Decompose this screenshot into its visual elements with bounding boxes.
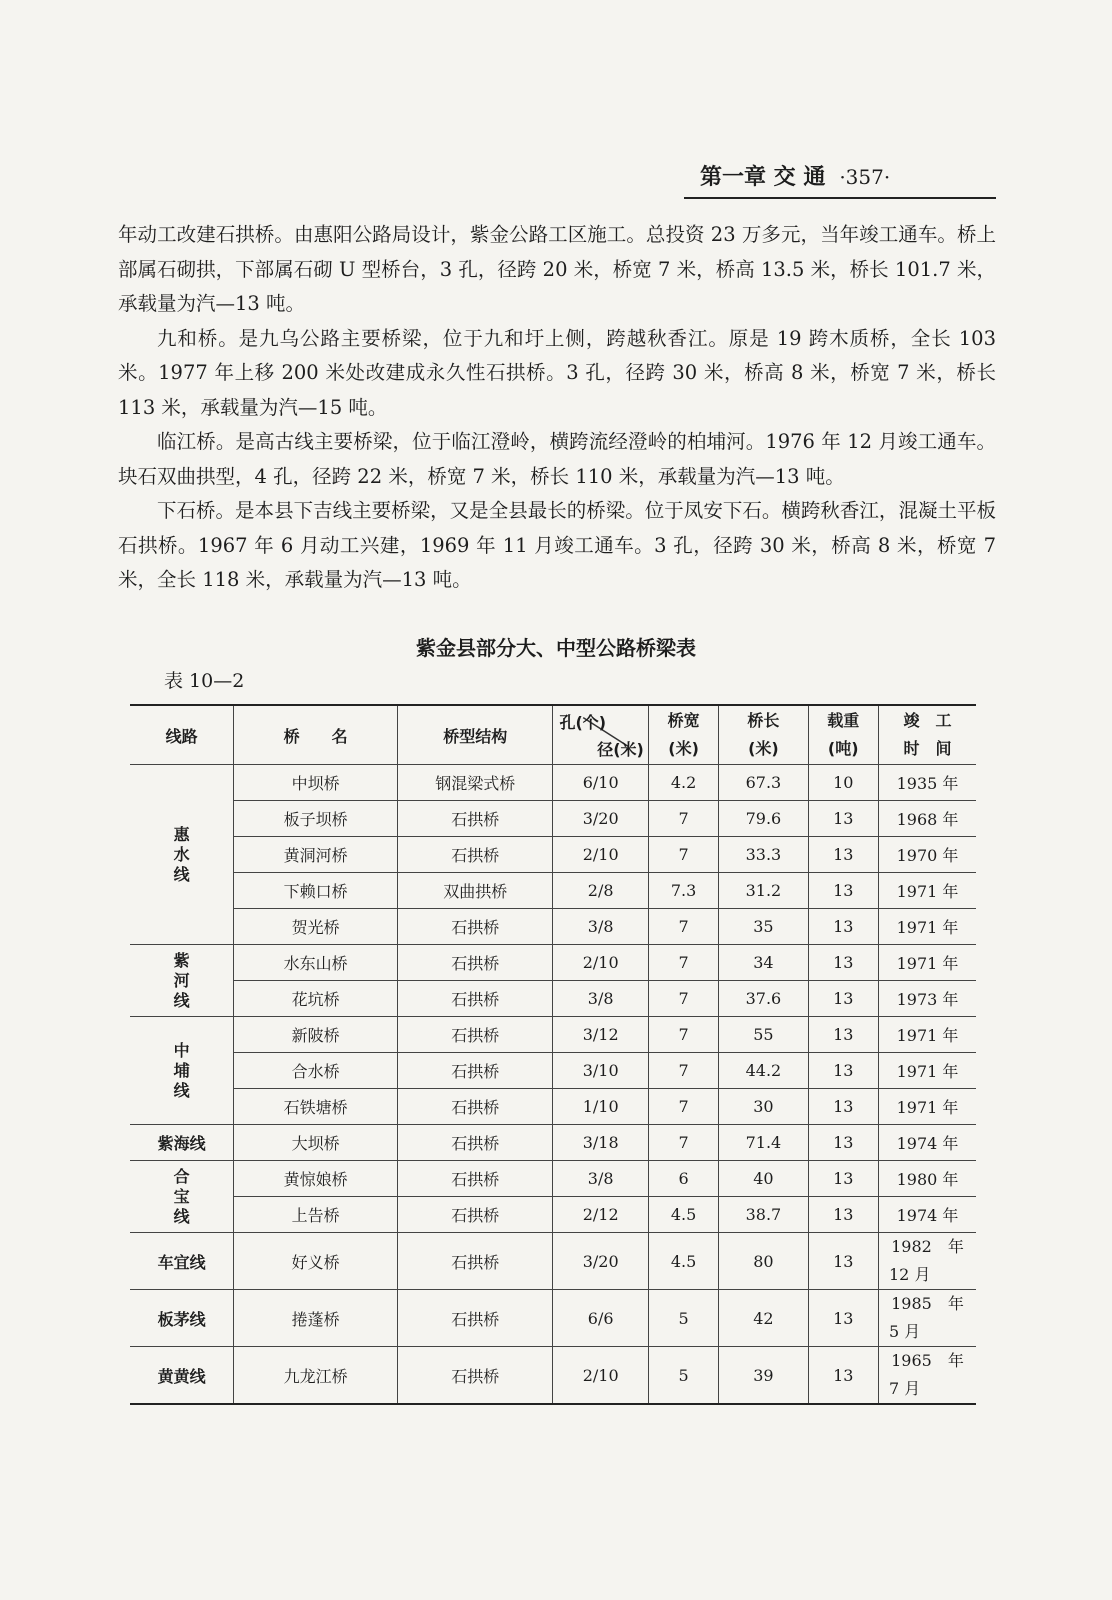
header-name: 桥 名 [234, 705, 398, 765]
table-row [130, 981, 976, 1017]
cell-load: 13 [808, 1161, 879, 1197]
cell-structure: 石拱桥 [397, 909, 553, 945]
header-span: 径(米) [597, 740, 644, 759]
cell-length: 38.7 [719, 1197, 808, 1233]
cell-line: 中埔线 [130, 1017, 234, 1125]
cell-holes-span: 2/10 [553, 1347, 648, 1405]
cell-width: 4.5 [648, 1197, 719, 1233]
cell-width: 6 [648, 1161, 719, 1197]
cell-structure: 石拱桥 [397, 945, 553, 981]
cell-name: 水东山桥 [234, 945, 398, 981]
cell-length: 37.6 [719, 981, 808, 1017]
cell-name: 捲蓬桥 [234, 1290, 398, 1347]
cell-completion: 1971 年 [879, 945, 977, 981]
table-row [130, 1197, 976, 1233]
table-row [130, 765, 976, 801]
cell-load: 13 [808, 909, 879, 945]
cell-load: 13 [808, 1197, 879, 1233]
paragraph: 临江桥。是高古线主要桥梁，位于临江澄岭，横跨流经澄岭的柏埔河。1976 年 12 月竣工通车。块石双曲拱型，4 孔，径跨 22 米，桥宽 7 米，桥长 110 米，承载量为汽—13 吨。 [118, 430, 996, 488]
table-label: 表 10—2 [164, 670, 245, 692]
cell-length: 40 [719, 1161, 808, 1197]
cell-length: 30 [719, 1089, 808, 1125]
cell-completion: 1970 年 [879, 837, 977, 873]
cell-length: 42 [719, 1290, 808, 1347]
chapter-title: 第一章 交 通 [700, 165, 826, 190]
cell-line: 紫海线 [130, 1125, 234, 1161]
table-row [130, 801, 976, 837]
header-rule [684, 197, 996, 199]
cell-length: 34 [719, 945, 808, 981]
header-completion: 竣 工 时 间 [879, 705, 977, 765]
cell-completion: 1935 年 [879, 765, 977, 801]
cell-completion: 1971 年 [879, 873, 977, 909]
table-row [130, 909, 976, 945]
cell-length: 35 [719, 909, 808, 945]
cell-completion: 1968 年 [879, 801, 977, 837]
cell-load: 13 [808, 945, 879, 981]
cell-holes-span: 3/18 [553, 1125, 648, 1161]
cell-structure: 石拱桥 [397, 1125, 553, 1161]
cell-name: 好义桥 [234, 1233, 398, 1290]
body-text [118, 218, 996, 598]
bridge-table [130, 704, 976, 1405]
cell-width: 7 [648, 945, 719, 981]
cell-name: 黄洞河桥 [234, 837, 398, 873]
cell-load: 13 [808, 801, 879, 837]
cell-completion: 1982 年 12 月 [879, 1233, 977, 1290]
header-length: 桥长 (米) [719, 705, 808, 765]
table-row [130, 1161, 976, 1197]
cell-line: 紫河线 [130, 945, 234, 1017]
header-line: 线路 [130, 705, 234, 765]
cell-structure: 双曲拱桥 [397, 873, 553, 909]
header-width: 桥宽 (米) [648, 705, 719, 765]
cell-width: 7 [648, 1125, 719, 1161]
cell-load: 10 [808, 765, 879, 801]
cell-name: 合水桥 [234, 1053, 398, 1089]
cell-holes-span: 2/8 [553, 873, 648, 909]
header-structure: 桥型结构 [397, 705, 553, 765]
cell-length: 33.3 [719, 837, 808, 873]
cell-width: 7 [648, 981, 719, 1017]
cell-name: 九龙江桥 [234, 1347, 398, 1405]
header-holes: 孔(个) [559, 713, 607, 732]
table-row [130, 1017, 976, 1053]
cell-structure: 石拱桥 [397, 1053, 553, 1089]
cell-width: 7 [648, 837, 719, 873]
cell-holes-span: 6/10 [553, 765, 648, 801]
cell-completion: 1980 年 [879, 1161, 977, 1197]
cell-holes-span: 2/10 [553, 837, 648, 873]
table-row [130, 1125, 976, 1161]
cell-holes-span: 3/8 [553, 1161, 648, 1197]
cell-name: 花坑桥 [234, 981, 398, 1017]
cell-holes-span: 3/20 [553, 801, 648, 837]
cell-line: 黄黄线 [130, 1347, 234, 1405]
cell-holes-span: 2/12 [553, 1197, 648, 1233]
cell-line: 惠水线 [130, 765, 234, 945]
table-row [130, 837, 976, 873]
cell-holes-span: 3/8 [553, 981, 648, 1017]
cell-completion: 1971 年 [879, 1017, 977, 1053]
table-row [130, 1089, 976, 1125]
page-number: ·357· [839, 165, 891, 189]
cell-length: 55 [719, 1017, 808, 1053]
cell-holes-span: 3/8 [553, 909, 648, 945]
cell-structure: 石拱桥 [397, 1233, 553, 1290]
cell-width: 5 [648, 1290, 719, 1347]
cell-holes-span: 6/6 [553, 1290, 648, 1347]
cell-name: 板子坝桥 [234, 801, 398, 837]
cell-holes-span: 3/20 [553, 1233, 648, 1290]
cell-width: 4.2 [648, 765, 719, 801]
cell-holes-span: 3/10 [553, 1053, 648, 1089]
cell-load: 13 [808, 1290, 879, 1347]
cell-structure: 石拱桥 [397, 981, 553, 1017]
cell-name: 贺光桥 [234, 909, 398, 945]
cell-width: 4.5 [648, 1233, 719, 1290]
cell-load: 13 [808, 1053, 879, 1089]
cell-load: 13 [808, 981, 879, 1017]
cell-length: 44.2 [719, 1053, 808, 1089]
cell-width: 7.3 [648, 873, 719, 909]
table-row [130, 873, 976, 909]
cell-structure: 钢混梁式桥 [397, 765, 553, 801]
cell-load: 13 [808, 1017, 879, 1053]
cell-name: 上告桥 [234, 1197, 398, 1233]
cell-completion: 1973 年 [879, 981, 977, 1017]
cell-width: 7 [648, 909, 719, 945]
cell-width: 7 [648, 1053, 719, 1089]
cell-load: 13 [808, 1125, 879, 1161]
cell-holes-span: 2/10 [553, 945, 648, 981]
cell-structure: 石拱桥 [397, 1089, 553, 1125]
cell-length: 31.2 [719, 873, 808, 909]
cell-completion: 1974 年 [879, 1125, 977, 1161]
cell-structure: 石拱桥 [397, 1290, 553, 1347]
paragraph: 下石桥。是本县下吉线主要桥梁，又是全县最长的桥梁。位于凤安下石。横跨秋香江，混凝土平板石拱桥。1967 年 6 月动工兴建，1969 年 11 月竣工通车。3 孔，径跨 30 米，桥高 8 米，桥宽 7 米，全长 118 米，承载量为汽—13 吨。 [118, 499, 996, 591]
cell-structure: 石拱桥 [397, 1161, 553, 1197]
cell-name: 中坝桥 [234, 765, 398, 801]
cell-completion: 1971 年 [879, 909, 977, 945]
cell-name: 大坝桥 [234, 1125, 398, 1161]
cell-completion: 1965 年 7 月 [879, 1347, 977, 1405]
cell-length: 71.4 [719, 1125, 808, 1161]
cell-length: 39 [719, 1347, 808, 1405]
cell-load: 13 [808, 837, 879, 873]
cell-completion: 1974 年 [879, 1197, 977, 1233]
cell-structure: 石拱桥 [397, 837, 553, 873]
cell-width: 7 [648, 801, 719, 837]
cell-name: 下赖口桥 [234, 873, 398, 909]
table-row [130, 1233, 976, 1290]
table-row [130, 1347, 976, 1405]
paragraph: 年动工改建石拱桥。由惠阳公路局设计，紫金公路工区施工。总投资 23 万多元，当年竣工通车。桥上部属石砌拱，下部属石砌 U 型桥台，3 孔，径跨 20 米，桥宽 7 米，桥高 13.5 米，桥长 101.7 米，承载量为汽—13 吨。 [118, 223, 996, 315]
cell-name: 黄惊娘桥 [234, 1161, 398, 1197]
header-load: 载重 (吨) [808, 705, 879, 765]
cell-length: 80 [719, 1233, 808, 1290]
cell-structure: 石拱桥 [397, 1017, 553, 1053]
cell-load: 13 [808, 873, 879, 909]
cell-structure: 石拱桥 [397, 1347, 553, 1405]
table-body [130, 765, 976, 1405]
cell-holes-span: 3/12 [553, 1017, 648, 1053]
cell-structure: 石拱桥 [397, 1197, 553, 1233]
table-title: 紫金县部分大、中型公路桥梁表 [416, 636, 696, 660]
cell-width: 7 [648, 1089, 719, 1125]
cell-load: 13 [808, 1347, 879, 1405]
table-header-row [130, 705, 976, 765]
cell-length: 79.6 [719, 801, 808, 837]
paragraph: 九和桥。是九乌公路主要桥梁，位于九和圩上侧，跨越秋香江。原是 19 跨木质桥，全长 103 米。1977 年上移 200 米处改建成永久性石拱桥。3 孔，径跨 30 米，桥高 8 米，桥宽 7 米，桥长 113 米，承载量为汽—15 吨。 [118, 326, 996, 419]
cell-completion: 1971 年 [879, 1053, 977, 1089]
cell-load: 13 [808, 1089, 879, 1125]
header-holes-span [553, 705, 648, 765]
cell-width: 5 [648, 1347, 719, 1405]
cell-width: 7 [648, 1017, 719, 1053]
table-row [130, 1290, 976, 1347]
cell-load: 13 [808, 1233, 879, 1290]
cell-completion: 1971 年 [879, 1089, 977, 1125]
table-row [130, 1053, 976, 1089]
cell-name: 石铁塘桥 [234, 1089, 398, 1125]
cell-name: 新陂桥 [234, 1017, 398, 1053]
cell-holes-span: 1/10 [553, 1089, 648, 1125]
cell-completion: 1985 年 5 月 [879, 1290, 977, 1347]
cell-line: 板茅线 [130, 1290, 234, 1347]
cell-line: 合宝线 [130, 1161, 234, 1233]
page-header [700, 160, 996, 191]
cell-length: 67.3 [719, 765, 808, 801]
cell-structure: 石拱桥 [397, 801, 553, 837]
table-row [130, 945, 976, 981]
cell-line: 车宜线 [130, 1233, 234, 1290]
